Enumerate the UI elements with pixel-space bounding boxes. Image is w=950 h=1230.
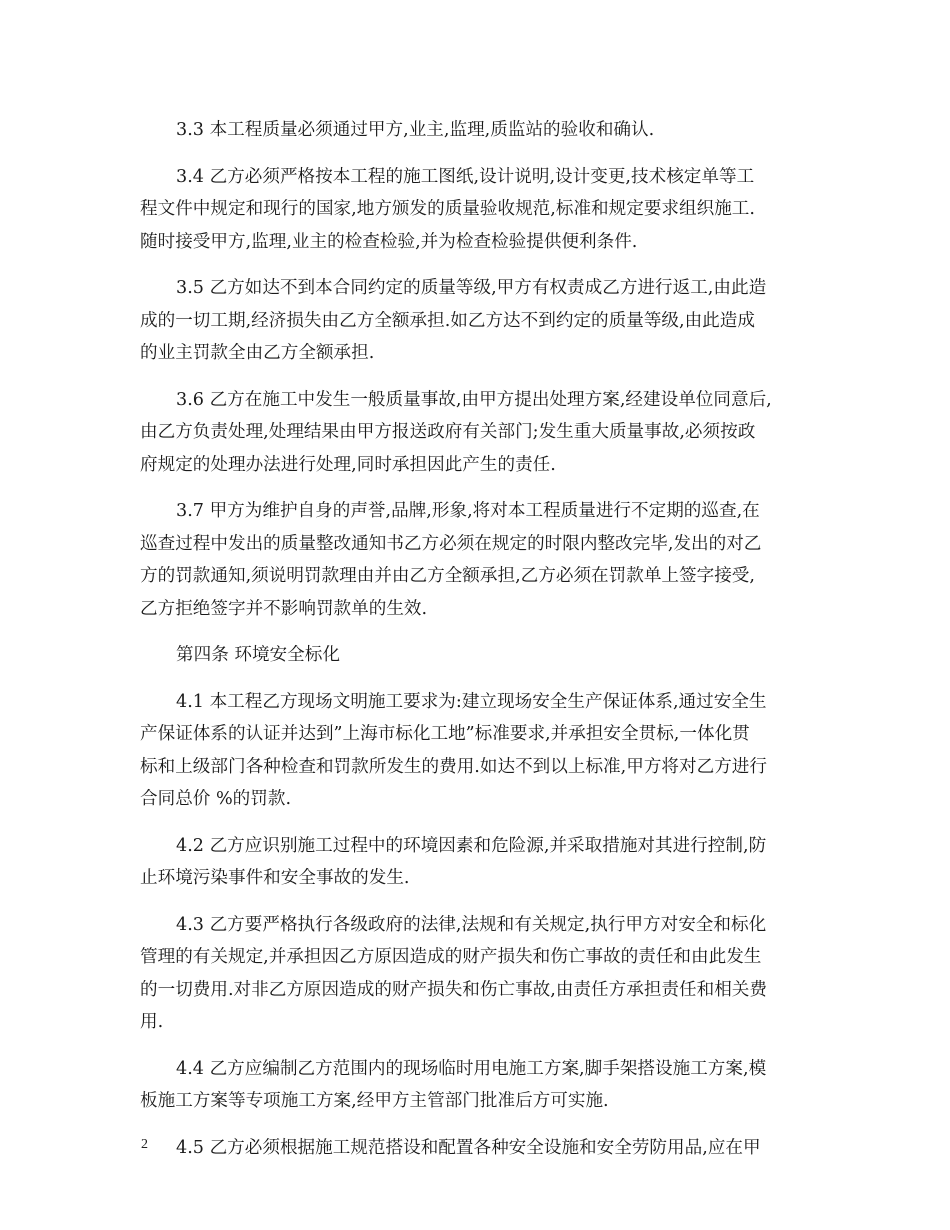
paragraph bbox=[140, 114, 820, 147]
text-line: 4.4 乙方应编制乙方范围内的现场临时用电施工方案,脚手架搭设施工方案,模 bbox=[176, 1058, 767, 1079]
text-line: 用. bbox=[140, 1012, 164, 1032]
text-line: 3.6 乙方在施工中发生一般质量事故,由甲方提出处理方案,经建设单位同意后, bbox=[176, 389, 772, 410]
text-line: 止环境污染事件和安全事故的发生. bbox=[140, 868, 410, 888]
page-number: 2 bbox=[141, 1137, 148, 1152]
paragraph bbox=[140, 161, 820, 259]
text-line: 成的一切工期,经济损失由乙方全额承担.如乙方达不到约定的质量等级,由此造成 bbox=[140, 310, 755, 331]
text-line: 3.5 乙方如达不到本合同约定的质量等级,甲方有权责成乙方进行返工,由此造 bbox=[176, 278, 767, 298]
text-line: 3.7 甲方为维护自身的声誉,品牌,形象,将对本工程质量进行不定期的巡查,在 bbox=[176, 501, 760, 521]
paragraph bbox=[140, 495, 820, 625]
text-line: 府规定的处理办法进行处理,同时承担因此产生的责任. bbox=[140, 454, 556, 475]
text-line: 的一切费用.对非乙方原因造成的财产损失和伤亡事故,由责任方承担责任和相关费 bbox=[140, 979, 767, 1000]
paragraph bbox=[140, 639, 820, 672]
text-line: 随时接受甲方,监理,业主的检查检验,并为检查检验提供便利条件. bbox=[140, 231, 638, 252]
text-line: 合同总价 %的罚款. bbox=[140, 789, 292, 809]
text-line: 4.1 本工程乙方现场文明施工要求为:建立现场安全生产保证体系,通过安全生 bbox=[176, 691, 767, 712]
text-line: 4.3 乙方要严格执行各级政府的法律,法规和有关规定,执行甲方对安全和标化 bbox=[176, 914, 767, 935]
text-line: 4.2 乙方应识别施工过程中的环境因素和危险源,并采取措施对其进行控制,防 bbox=[176, 835, 767, 856]
paragraph bbox=[140, 1132, 820, 1165]
document-body bbox=[140, 114, 820, 1178]
text-line: 4.5 乙方必须根据施工规范搭设和配置各种安全设施和安全劳防用品,应在甲 bbox=[176, 1137, 761, 1158]
text-line: 方的罚款通知,须说明罚款理由并由乙方全额承担,乙方必须在罚款单上签字接受, bbox=[140, 566, 755, 586]
text-line: 3.4 乙方必须严格按本工程的施工图纸,设计说明,设计变更,技术核定单等工 bbox=[176, 166, 755, 187]
paragraph bbox=[140, 909, 820, 1039]
text-line: 板施工方案等专项施工方案,经甲方主管部门批准后方可实施. bbox=[140, 1091, 609, 1111]
text-line: 标和上级部门各种检查和罚款所发生的费用.如达不到以上标准,甲方将对乙方进行 bbox=[140, 756, 767, 777]
text-line: 管理的有关规定,并承担因乙方原因造成的财产损失和伤亡事故的责任和由此发生 bbox=[140, 947, 762, 967]
text-line: 由乙方负责处理,处理结果由甲方报送政府有关部门;发生重大质量事故,必须按政 bbox=[140, 422, 756, 442]
paragraph bbox=[140, 686, 820, 816]
paragraph bbox=[140, 830, 820, 895]
text-line: 第四条 环境安全标化 bbox=[176, 645, 340, 665]
paragraph bbox=[140, 1053, 820, 1118]
paragraph bbox=[140, 272, 820, 370]
text-line: 3.3 本工程质量必须通过甲方,业主,监理,质监站的验收和确认. bbox=[176, 120, 655, 140]
text-line: 乙方拒绝签字并不影响罚款单的生效. bbox=[140, 598, 428, 619]
text-line: 的业主罚款全由乙方全额承担. bbox=[140, 343, 375, 363]
text-line: 巡查过程中发出的质量整改通知书乙方必须在规定的时限内整改完毕,发出的对乙 bbox=[140, 533, 762, 554]
paragraph bbox=[140, 384, 820, 482]
text-line: 程文件中规定和现行的国家,地方颁发的质量验收规范,标准和规定要求组织施工. bbox=[140, 199, 755, 219]
text-line: 产保证体系的认证并达到”上海市标化工地”标准要求,并承担安全贯标,一体化贯 bbox=[140, 724, 750, 744]
